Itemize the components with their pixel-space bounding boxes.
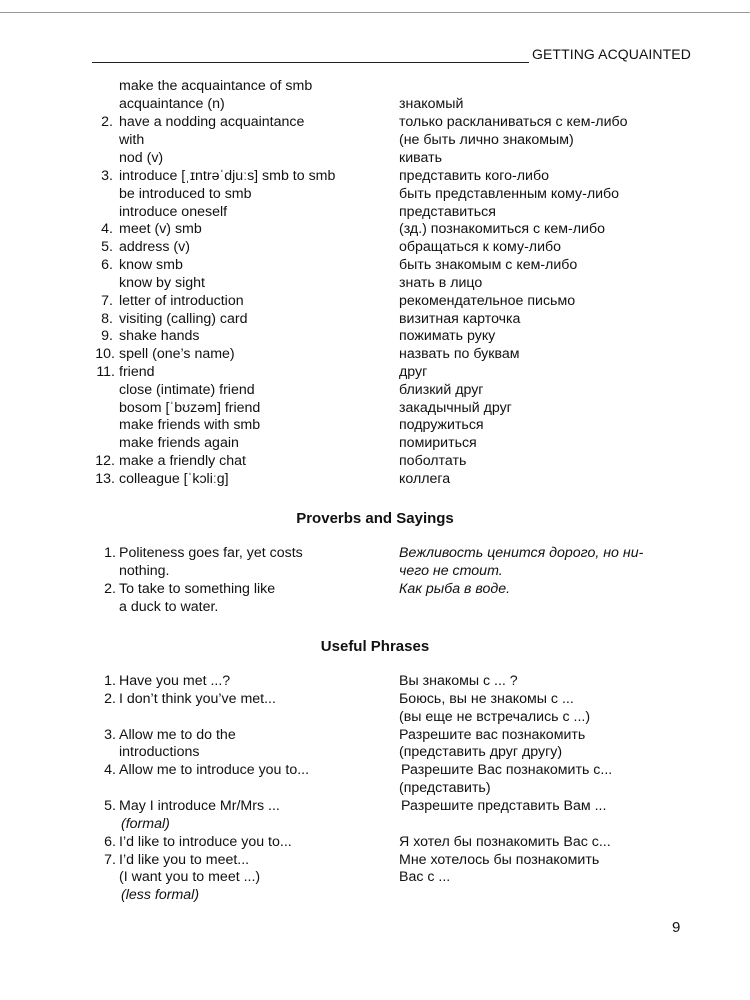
vocab-number: 4.	[101, 221, 113, 237]
phrase-row	[0, 886, 750, 904]
vocab-english: letter of introduction	[119, 293, 244, 309]
proverb-russian: чего не стоит.	[399, 563, 503, 579]
vocab-row	[0, 345, 750, 363]
vocab-russian: представиться	[399, 204, 496, 220]
top-border-line	[0, 12, 750, 13]
vocab-english: close (intimate) friend	[119, 382, 255, 398]
vocab-russian: знать в лицо	[399, 275, 483, 291]
vocab-row	[0, 167, 750, 185]
vocab-english: friend	[119, 364, 155, 380]
vocab-row	[0, 185, 750, 203]
vocab-row	[0, 434, 750, 452]
proverb-english: nothing.	[119, 563, 170, 579]
vocab-russian: знакомый	[399, 96, 464, 112]
vocab-russian: подружиться	[399, 417, 484, 433]
vocab-row	[0, 95, 750, 113]
vocab-english: address (v)	[119, 239, 190, 255]
phrase-russian: (представить)	[399, 780, 491, 796]
phrase-russian: Разрешите Вас познакомить с...	[401, 762, 613, 778]
vocab-number: 10.	[95, 346, 115, 362]
phrase-number: 6.	[104, 834, 116, 850]
vocab-row	[0, 381, 750, 399]
phrase-number: 5.	[104, 798, 116, 814]
vocab-english: nod (v)	[119, 150, 164, 166]
phrase-russian: (представить друг другу)	[399, 744, 563, 760]
section-title-proverbs: Proverbs and Sayings	[296, 510, 454, 527]
proverb-english: Politeness goes far, yet costs	[119, 545, 303, 561]
vocab-english: make the acquaintance of smb	[119, 78, 313, 94]
proverb-english: To take to something like	[119, 581, 276, 597]
vocab-russian: визитная карточка	[399, 311, 521, 327]
vocab-russian: (не быть лично знакомым)	[399, 132, 574, 148]
vocab-english: make friends with smb	[119, 417, 261, 433]
phrase-english: Have you met ...?	[119, 673, 231, 689]
vocab-row	[0, 274, 750, 292]
phrase-russian: Разрешите представить Вам ...	[401, 798, 607, 814]
proverb-number: 2.	[104, 581, 116, 597]
phrase-row	[0, 868, 750, 886]
phrase-row	[0, 779, 750, 797]
vocab-row	[0, 203, 750, 221]
vocab-russian: обращаться к кому-либо	[399, 239, 562, 255]
proverb-russian: Как рыба в воде.	[399, 581, 511, 597]
phrase-english: (I want you to meet ...)	[119, 869, 261, 885]
vocab-english: have a nodding acquaintance	[119, 114, 305, 130]
phrase-row	[0, 743, 750, 761]
proverb-english: a duck to water.	[119, 599, 219, 615]
proverb-row	[0, 562, 750, 580]
section-title-phrases: Useful Phrases	[320, 638, 430, 655]
vocab-russian: пожимать руку	[399, 328, 496, 344]
vocab-russian: представить кого-либо	[399, 168, 550, 184]
vocab-russian: быть знакомым с кем-либо	[399, 257, 578, 273]
vocab-russian: друг	[399, 364, 428, 380]
vocab-number: 13.	[95, 471, 115, 487]
phrase-english: I’d like you to meet...	[119, 852, 250, 868]
vocab-russian: (зд.) познакомиться с кем-либо	[399, 221, 605, 237]
vocab-russian: поболтать	[399, 453, 467, 469]
vocab-english: shake hands	[119, 328, 200, 344]
vocab-row	[0, 310, 750, 328]
vocab-row	[0, 399, 750, 417]
vocab-row	[0, 292, 750, 310]
phrase-row	[0, 726, 750, 744]
phrase-number: 2.	[104, 691, 116, 707]
phrase-row	[0, 690, 750, 708]
phrase-english: Allow me to do the	[119, 727, 236, 743]
phrase-english: introductions	[119, 744, 200, 760]
phrase-russian: Мне хотелось бы познакомить	[399, 852, 600, 868]
phrase-number: 1.	[104, 673, 116, 689]
vocab-number: 11.	[96, 364, 115, 380]
vocab-number: 5.	[101, 239, 113, 255]
vocab-russian: только раскланиваться с кем-либо	[399, 114, 628, 130]
vocab-english: colleague [ˈkɔliːg]	[119, 471, 229, 487]
vocab-number: 2.	[101, 114, 113, 130]
vocab-row	[0, 77, 750, 95]
vocab-english: visiting (calling) card	[119, 311, 248, 327]
vocab-english: with	[119, 132, 145, 148]
running-header: GETTING ACQUAINTED	[532, 46, 691, 62]
vocab-number: 7.	[101, 293, 113, 309]
vocab-row	[0, 113, 750, 131]
vocab-number: 8.	[101, 311, 113, 327]
vocab-number: 3.	[101, 168, 113, 184]
phrase-russian: Боюсь, вы не знакомы с ...	[399, 691, 574, 707]
vocab-row	[0, 363, 750, 381]
phrase-english: I don’t think you’ve met...	[119, 691, 276, 707]
phrase-english: Allow me to introduce you to...	[119, 762, 310, 778]
vocab-russian: быть представленным кому-либо	[399, 186, 620, 202]
page-number: 9	[672, 919, 681, 936]
vocab-russian: рекомендательное письмо	[399, 293, 576, 309]
vocab-number: 6.	[101, 257, 113, 273]
vocab-russian: коллега	[399, 471, 451, 487]
vocab-row	[0, 149, 750, 167]
vocab-row	[0, 220, 750, 238]
phrase-row	[0, 672, 750, 690]
vocab-row	[0, 327, 750, 345]
proverb-russian: Вежливость ценится дорого, но ни-	[399, 545, 644, 561]
vocab-row	[0, 131, 750, 149]
phrase-row	[0, 815, 750, 833]
phrase-russian: Вас с ...	[399, 869, 451, 885]
vocab-row	[0, 238, 750, 256]
phrase-row	[0, 761, 750, 779]
phrase-english: I’d like to introduce you to...	[119, 834, 292, 850]
vocab-russian: назвать по буквам	[399, 346, 520, 362]
header-rule	[92, 62, 529, 63]
vocab-number: 12.	[95, 453, 115, 469]
phrase-row	[0, 708, 750, 726]
phrase-english: May I introduce Mr/Mrs ...	[119, 798, 280, 814]
phrase-russian: (вы еще не встречались с ...)	[399, 709, 591, 725]
phrase-number: 3.	[104, 727, 116, 743]
proverb-row	[0, 598, 750, 616]
vocab-russian: кивать	[399, 150, 442, 166]
vocab-russian: помириться	[399, 435, 477, 451]
proverb-number: 1.	[104, 545, 116, 561]
phrase-number: 4.	[104, 762, 116, 778]
phrase-russian: Разрешите вас познакомить	[399, 727, 586, 743]
vocab-row	[0, 416, 750, 434]
vocab-english: be introduced to smb	[119, 186, 252, 202]
phrase-english: (formal)	[121, 816, 170, 832]
vocab-english: know smb	[119, 257, 183, 273]
vocab-russian: близкий друг	[399, 382, 484, 398]
vocab-english: know by sight	[119, 275, 205, 291]
vocab-row	[0, 256, 750, 274]
phrase-row	[0, 833, 750, 851]
vocab-number: 9.	[101, 328, 113, 344]
vocab-english: introduce [ˌɪntrəˈdjuːs] smb to smb	[119, 168, 336, 184]
vocab-english: make friends again	[119, 435, 239, 451]
vocab-english: spell (one’s name)	[119, 346, 235, 362]
vocab-russian: закадычный друг	[399, 400, 512, 416]
vocab-english: meet (v) smb	[119, 221, 202, 237]
proverb-row	[0, 580, 750, 598]
phrase-row	[0, 797, 750, 815]
vocab-row	[0, 470, 750, 488]
phrase-number: 7.	[104, 852, 116, 868]
vocab-english: make a friendly chat	[119, 453, 246, 469]
phrase-row	[0, 851, 750, 869]
proverb-row	[0, 544, 750, 562]
phrase-english: (less formal)	[121, 887, 200, 903]
vocab-english: acquaintance (n)	[119, 96, 225, 112]
phrase-russian: Я хотел бы познакомить Вас с...	[399, 834, 611, 850]
vocab-english: bosom [ˈbʊzəm] friend	[119, 400, 261, 416]
vocab-english: introduce oneself	[119, 204, 228, 220]
phrase-russian: Вы знакомы с ... ?	[399, 673, 518, 689]
vocab-row	[0, 452, 750, 470]
